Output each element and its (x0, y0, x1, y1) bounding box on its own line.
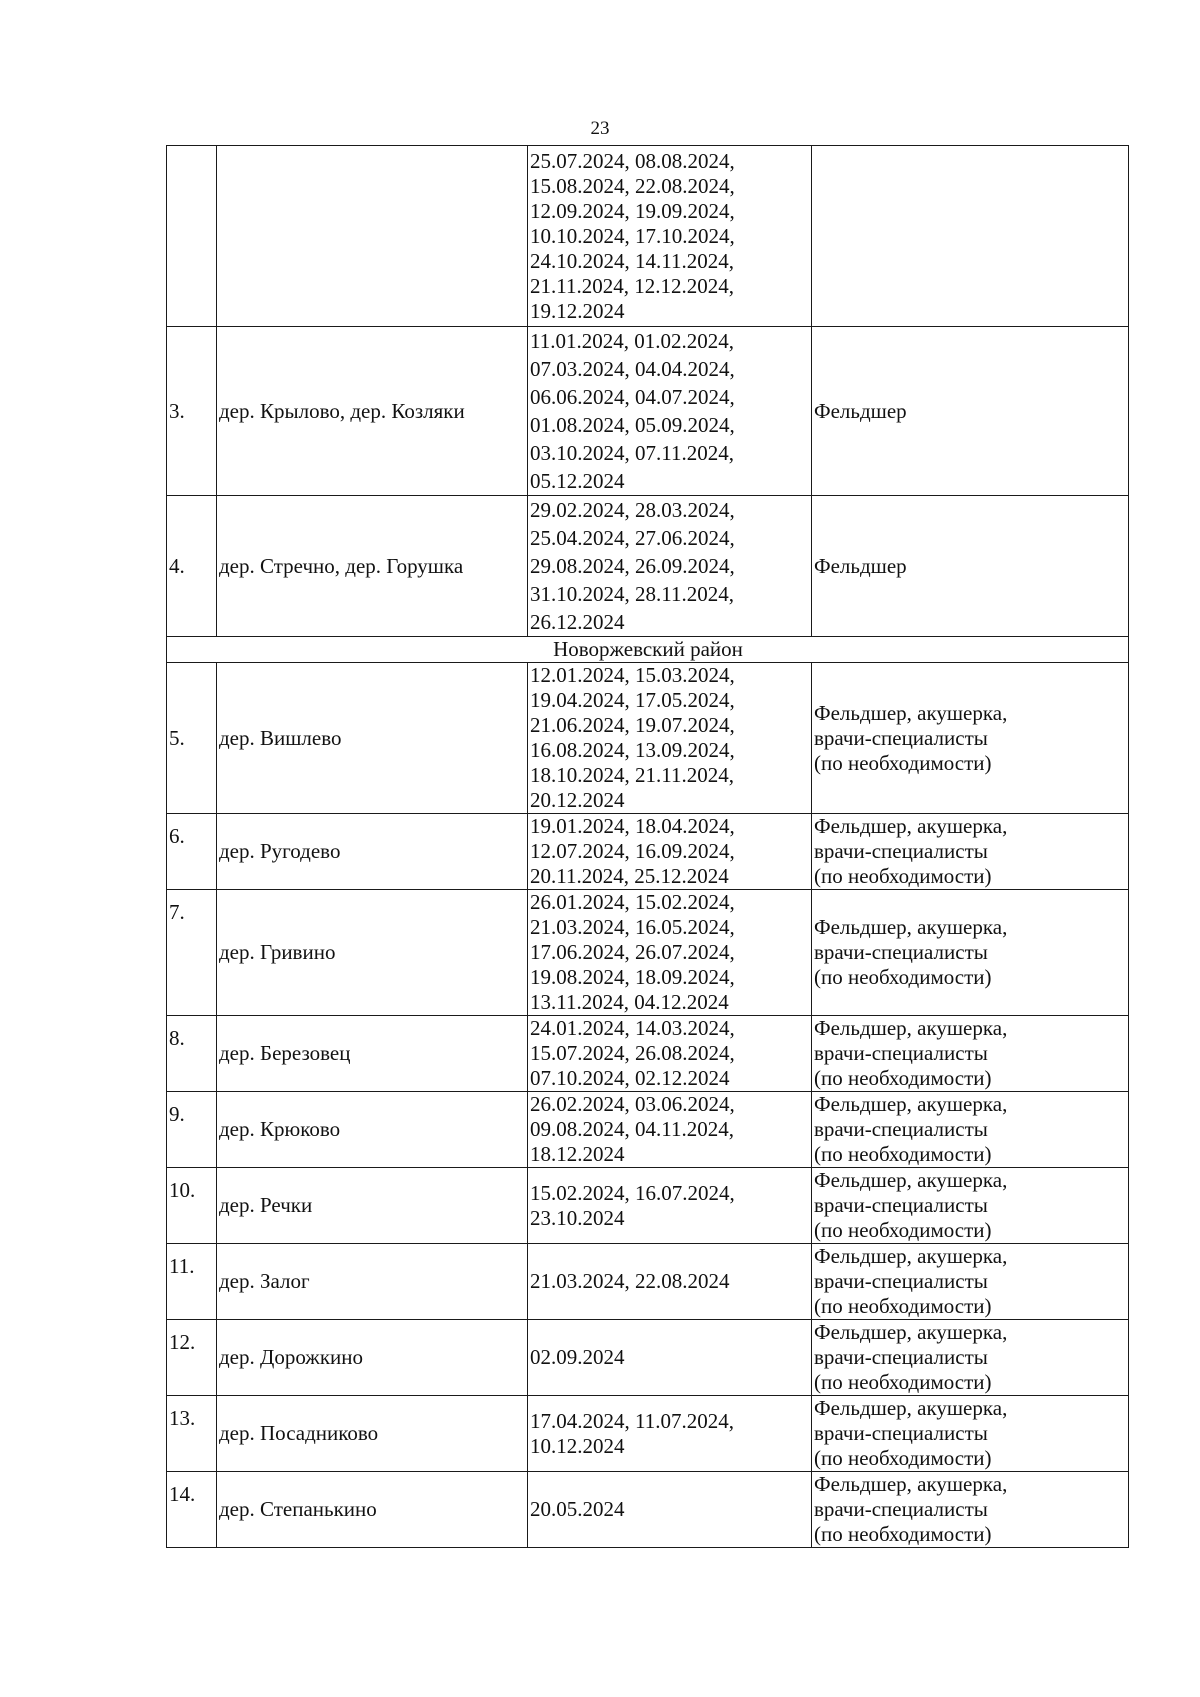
staff-cell (812, 146, 1129, 327)
cell-line: 17.04.2024, 11.07.2024, (530, 1408, 734, 1433)
cell-line: Фельдшер, акушерка, (814, 915, 1008, 939)
row-number-cell: 8. (167, 1016, 217, 1092)
cell-line: врачи-специалисты (814, 1041, 988, 1065)
settlement-cell (217, 146, 528, 327)
visit-dates-cell (528, 663, 812, 814)
cell-line: 20.11.2024, 25.12.2024 (530, 864, 729, 888)
table-row-continuation (167, 146, 1129, 327)
staff-cell (812, 1396, 1129, 1472)
settlement-cell: дер. Вишлево (217, 663, 528, 814)
staff-cell (812, 1016, 1129, 1092)
cell-line: Фельдшер, акушерка, (814, 1472, 1008, 1496)
row-number-cell: 4. (167, 496, 217, 637)
cell-line: врачи-специалисты (814, 1117, 988, 1141)
staff-cell (812, 1472, 1129, 1548)
row-number-cell: 11. (167, 1244, 217, 1320)
cell-line: врачи-специалисты (814, 725, 988, 750)
settlement-cell: дер. Стречно, дер. Горушка (217, 496, 528, 637)
visit-dates-cell (528, 1396, 812, 1472)
cell-line: 19.08.2024, 18.09.2024, (530, 965, 735, 989)
cell-line: 21.11.2024, 12.12.2024, (530, 273, 734, 298)
cell-line: 19.04.2024, 17.05.2024, (530, 688, 735, 712)
cell-line: (по необходимости) (814, 1142, 992, 1166)
cell-line: 09.08.2024, 04.11.2024, (530, 1117, 734, 1141)
table-row (167, 1396, 1129, 1472)
cell-line: 25.04.2024, 27.06.2024, (530, 526, 735, 550)
table-row (167, 327, 1129, 496)
row-number-cell: 14. (167, 1472, 217, 1548)
cell-line: (по необходимости) (814, 1294, 992, 1318)
cell-line: 29.02.2024, 28.03.2024, (530, 498, 735, 522)
table-row (167, 1472, 1129, 1548)
staff-cell (812, 1320, 1129, 1396)
region-header-row (167, 637, 1129, 663)
staff-cell (812, 327, 1129, 496)
cell-line: 05.12.2024 (530, 469, 625, 493)
cell-line: 12.01.2024, 15.03.2024, (530, 663, 735, 687)
row-number-cell: 6. (167, 814, 217, 890)
table-row (167, 814, 1129, 890)
cell-line: 12.07.2024, 16.09.2024, (530, 839, 735, 863)
settlement-cell: дер. Ругодево (217, 814, 528, 890)
cell-line: 15.07.2024, 26.08.2024, (530, 1041, 735, 1065)
cell-line: 21.06.2024, 19.07.2024, (530, 713, 735, 737)
visit-dates-cell (528, 1168, 812, 1244)
settlement-cell: дер. Речки (217, 1168, 528, 1244)
cell-line: Фельдшер, акушерка, (814, 1016, 1008, 1040)
cell-line: 13.11.2024, 04.12.2024 (530, 990, 729, 1014)
cell-line: 15.02.2024, 16.07.2024, (530, 1180, 735, 1205)
cell-line: 19.12.2024 (530, 298, 625, 323)
row-number-cell: 5. (167, 663, 217, 814)
staff-cell (812, 496, 1129, 637)
cell-line: 02.09.2024 (530, 1345, 625, 1369)
row-number-cell: 7. (167, 890, 217, 1016)
row-number-cell: 13. (167, 1396, 217, 1472)
cell-line: (по необходимости) (814, 750, 992, 775)
cell-line: 17.06.2024, 26.07.2024, (530, 940, 735, 964)
cell-line: 12.09.2024, 19.09.2024, (530, 198, 735, 223)
staff-cell (812, 1168, 1129, 1244)
schedule-rows-part-b (167, 663, 1129, 1548)
cell-line: 18.12.2024 (530, 1142, 625, 1166)
staff-cell (812, 814, 1129, 890)
cell-line: Фельдшер (814, 398, 907, 423)
table-row (167, 496, 1129, 637)
cell-line: 25.07.2024, 08.08.2024, (530, 148, 735, 173)
settlement-cell: дер. Посадниково (217, 1396, 528, 1472)
cell-line: 18.10.2024, 21.11.2024, (530, 763, 734, 787)
settlement-cell: дер. Крылово, дер. Козляки (217, 327, 528, 496)
cell-line: 23.10.2024 (530, 1205, 625, 1230)
cell-line: 24.01.2024, 14.03.2024, (530, 1016, 735, 1040)
cell-line: 16.08.2024, 13.09.2024, (530, 738, 735, 762)
cell-line: Фельдшер, акушерка, (814, 1396, 1008, 1420)
cell-line: врачи-специалисты (814, 839, 988, 863)
staff-cell (812, 1092, 1129, 1168)
table-row (167, 663, 1129, 814)
cell-line: Фельдшер, акушерка, (814, 1244, 1008, 1268)
cell-line: (по необходимости) (814, 1066, 992, 1090)
cell-line: 15.08.2024, 22.08.2024, (530, 173, 735, 198)
visit-dates-cell (528, 146, 812, 327)
table-row (167, 1016, 1129, 1092)
cell-line: 21.03.2024, 16.05.2024, (530, 915, 735, 939)
cell-line: (по необходимости) (814, 1522, 992, 1546)
settlement-cell: дер. Дорожкино (217, 1320, 528, 1396)
cell-line: (по необходимости) (814, 1446, 992, 1470)
table-row (167, 1244, 1129, 1320)
cell-line: 07.10.2024, 02.12.2024 (530, 1066, 730, 1090)
cell-line: 19.01.2024, 18.04.2024, (530, 814, 735, 838)
cell-line: Фельдшер, акушерка, (814, 700, 1008, 725)
settlement-cell: дер. Березовец (217, 1016, 528, 1092)
cell-line: врачи-специалисты (814, 1269, 988, 1293)
table-row (167, 1092, 1129, 1168)
cell-line: (по необходимости) (814, 965, 992, 989)
settlement-cell: дер. Гривино (217, 890, 528, 1016)
cell-line: (по необходимости) (814, 1370, 992, 1394)
cell-line: 20.05.2024 (530, 1497, 625, 1521)
page-number: 23 (590, 118, 610, 139)
cell-line: Фельдшер, акушерка, (814, 1168, 1008, 1192)
cell-line: (по необходимости) (814, 1218, 992, 1242)
table-row (167, 890, 1129, 1016)
table-row (167, 1320, 1129, 1396)
table-row (167, 1168, 1129, 1244)
cell-line: 26.02.2024, 03.06.2024, (530, 1092, 735, 1116)
cell-line: 10.10.2024, 17.10.2024, (530, 223, 735, 248)
visit-dates-cell (528, 496, 812, 637)
cell-line: 01.08.2024, 05.09.2024, (530, 413, 735, 437)
row-number-cell: 3. (167, 327, 217, 496)
cell-line: Фельдшер (814, 553, 907, 578)
visit-schedule-table (166, 145, 1129, 1548)
cell-line: 29.08.2024, 26.09.2024, (530, 554, 735, 578)
region-name: Новоржевский район (167, 637, 1129, 663)
visit-dates-cell (528, 814, 812, 890)
row-number-cell: 9. (167, 1092, 217, 1168)
visit-dates-cell (528, 1244, 812, 1320)
row-number-cell: 12. (167, 1320, 217, 1396)
settlement-cell: дер. Степанькино (217, 1472, 528, 1548)
schedule-rows-part-a (167, 146, 1129, 637)
cell-line: врачи-специалисты (814, 1193, 988, 1217)
settlement-cell: дер. Крюково (217, 1092, 528, 1168)
visit-dates-cell (528, 1472, 812, 1548)
visit-dates-cell (528, 890, 812, 1016)
cell-line: врачи-специалисты (814, 1345, 988, 1369)
cell-line: Фельдшер, акушерка, (814, 1092, 1008, 1116)
cell-line: 26.01.2024, 15.02.2024, (530, 890, 735, 914)
cell-line: 31.10.2024, 28.11.2024, (530, 582, 734, 606)
staff-cell (812, 890, 1129, 1016)
cell-line: 21.03.2024, 22.08.2024 (530, 1269, 730, 1293)
cell-line: 10.12.2024 (530, 1433, 625, 1458)
visit-dates-cell (528, 1016, 812, 1092)
cell-line: врачи-специалисты (814, 1497, 988, 1521)
cell-line: 03.10.2024, 07.11.2024, (530, 441, 734, 465)
visit-dates-cell (528, 1092, 812, 1168)
visit-dates-cell (528, 327, 812, 496)
cell-line: 24.10.2024, 14.11.2024, (530, 248, 734, 273)
cell-line: 26.12.2024 (530, 610, 625, 634)
cell-line: врачи-специалисты (814, 940, 988, 964)
cell-line: Фельдшер, акушерка, (814, 814, 1008, 838)
cell-line: 11.01.2024, 01.02.2024, (530, 329, 734, 353)
cell-line: (по необходимости) (814, 864, 992, 888)
staff-cell (812, 663, 1129, 814)
cell-line: 20.12.2024 (530, 788, 625, 812)
cell-line: 06.06.2024, 04.07.2024, (530, 385, 735, 409)
cell-line: 07.03.2024, 04.04.2024, (530, 357, 735, 381)
row-number-cell: 10. (167, 1168, 217, 1244)
staff-cell (812, 1244, 1129, 1320)
row-number-cell (167, 146, 217, 327)
cell-line: врачи-специалисты (814, 1421, 988, 1445)
visit-dates-cell (528, 1320, 812, 1396)
cell-line: Фельдшер, акушерка, (814, 1320, 1008, 1344)
settlement-cell: дер. Залог (217, 1244, 528, 1320)
